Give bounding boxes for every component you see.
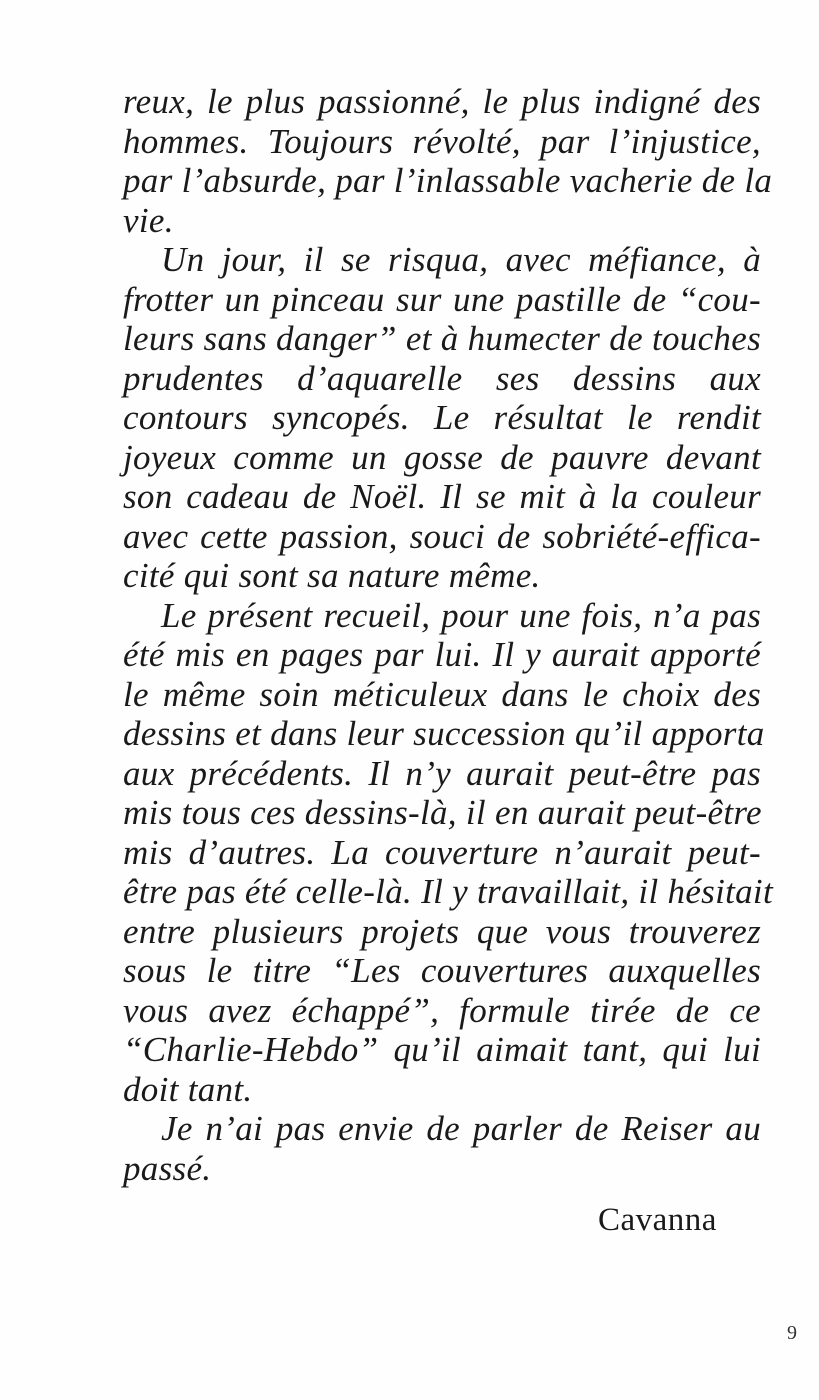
text-line: vie. xyxy=(123,200,174,240)
text-line: prudentes d’aquarelle ses dessins aux xyxy=(123,358,761,398)
text-line: le même soin méticuleux dans le choix des xyxy=(123,674,761,714)
text-line: mis d’autres. La couverture n’aurait peut- xyxy=(123,832,761,872)
text-line: aux précédents. Il n’y aurait peut-être pas xyxy=(123,753,761,793)
text-line: vous avez échappé”, formule tirée de ce xyxy=(123,990,761,1030)
author-signature: Cavanna xyxy=(598,1202,717,1238)
text-line: entre plusieurs projets que vous trouverez xyxy=(123,911,761,951)
text-line: mis tous ces dessins-là, il en aurait peut-être xyxy=(123,793,762,832)
text-line: Le présent recueil, pour une fois, n’a pas xyxy=(161,595,761,635)
text-line: par l’absurde, par l’inlassable vacherie de la xyxy=(123,161,773,200)
text-line: “Charlie-Hebdo” qu’il aimait tant, qui lui xyxy=(123,1030,761,1069)
text-line: passé. xyxy=(123,1148,212,1188)
text-line: joyeux comme un gosse de pauvre devant xyxy=(123,437,761,477)
text-line: doit tant. xyxy=(123,1069,253,1109)
text-line: contours syncopés. Le résultat le rendit xyxy=(123,398,761,437)
text-line: été mis en pages par lui. Il y aurait apporté xyxy=(123,635,761,674)
text-line: hommes. Toujours révolté, par l’injustice, xyxy=(123,121,761,161)
text-line: son cadeau de Noël. Il se mit à la couleur xyxy=(123,477,761,516)
text-line: sous le titre “Les couvertures auxquelles xyxy=(123,951,761,990)
body-text xyxy=(123,82,773,1188)
text-line: frotter un pinceau sur une pastille de “cou- xyxy=(123,279,761,319)
text-line: Un jour, il se risqua, avec méfiance, à xyxy=(161,240,761,279)
text-line: reux, le plus passionné, le plus indigné des xyxy=(123,82,761,121)
page-number: 9 xyxy=(787,1322,797,1344)
text-line: avec cette passion, souci de sobriété-effica- xyxy=(123,516,761,556)
text-line: Je n’ai pas envie de parler de Reiser au xyxy=(161,1109,761,1148)
text-line: dessins et dans leur succession qu’il apporta xyxy=(123,714,765,753)
text-line: cité qui sont sa nature même. xyxy=(123,556,541,595)
text-line: être pas été celle-là. Il y travaillait, il hésitait xyxy=(123,872,773,911)
text-line: leurs sans danger” et à humecter de touches xyxy=(123,319,761,358)
